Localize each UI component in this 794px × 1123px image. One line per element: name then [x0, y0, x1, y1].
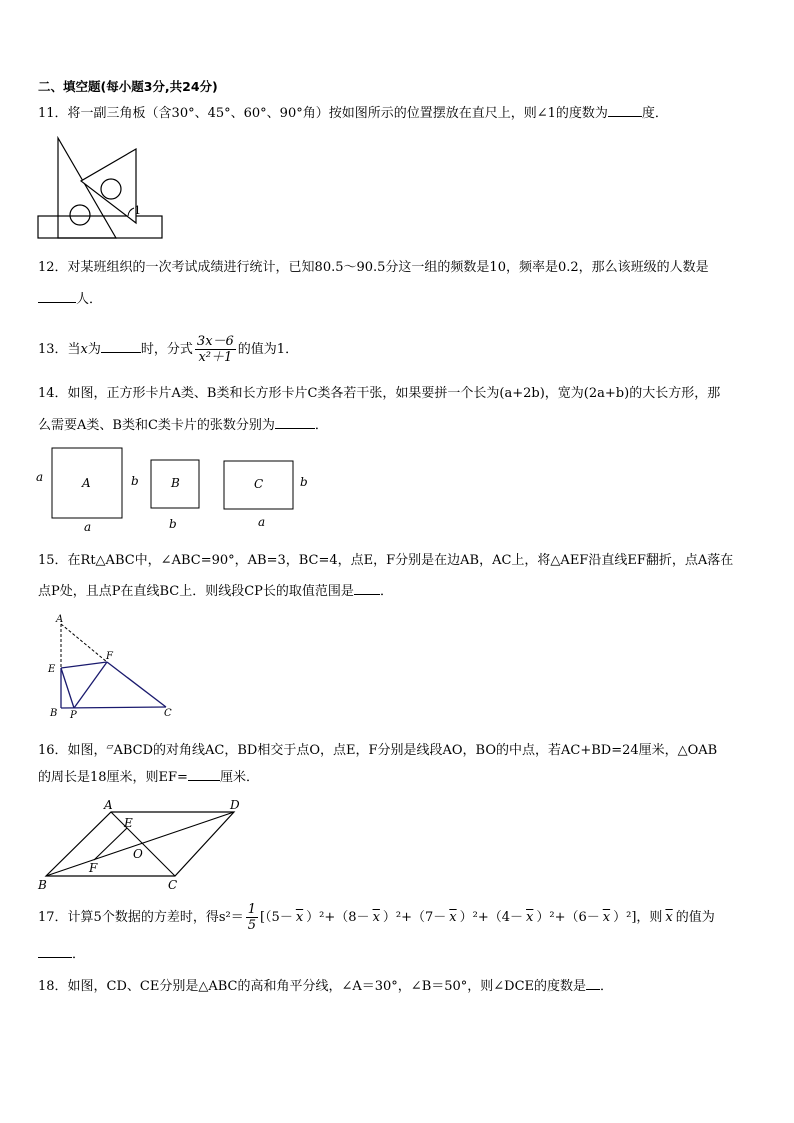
q17-denominator: 5 — [247, 918, 256, 933]
question-11 — [38, 104, 668, 123]
question-16-line2 — [38, 768, 259, 787]
q15-line2-text: 点P处，且点P在直线BC上．则线段CP长的取值范围是 — [38, 584, 354, 599]
card-b-bottom-label: b — [169, 517, 177, 531]
q18-answer-blank[interactable] — [586, 977, 600, 990]
q17-prefix: 17．计算5个数据的方差时，得s²＝ — [38, 910, 244, 925]
q17-term-1: [（5－ — [259, 910, 293, 925]
q16-label-d: D — [230, 798, 240, 812]
q14-suffix: ． — [314, 418, 328, 433]
q15-pf — [74, 662, 107, 708]
q15-label-p: P — [70, 710, 77, 720]
q11-figure — [36, 136, 166, 244]
angle-1-label: 1 — [134, 204, 141, 217]
q16-suffix: 厘米． — [219, 770, 259, 785]
q17-end: ． — [72, 947, 86, 962]
q16-line2-text: 的周长是18厘米，则EF= — [38, 770, 188, 785]
card-a-label: A — [82, 476, 91, 490]
diagonal-ac — [111, 812, 175, 876]
q16-label-e: E — [124, 816, 133, 830]
q13-suffix: 的值为1． — [237, 342, 299, 357]
q11-answer-blank[interactable] — [608, 104, 642, 117]
q13-answer-blank[interactable] — [101, 340, 141, 353]
card-c-label: C — [254, 477, 264, 491]
q16-line1-text: ABCD的对角线AC，BD相交于点O，点E，F分别是线段AO，BO的中点，若AC+BD=24厘米，△OAB — [113, 743, 718, 758]
q15-ef — [61, 662, 107, 668]
section-title: 二、填空题(每小题3分,共24分) — [38, 79, 218, 94]
question-15-line1: 15．在Rt△ABC中，∠ABC=90°，AB=3，BC=4，点E，F分别是在边AB，AC上，将△AEF沿直线EF翻折，点A落在 — [38, 553, 734, 568]
q12-suffix: 人． — [76, 292, 103, 307]
q14-answer-blank[interactable] — [275, 416, 315, 429]
q13-mid: 为 — [87, 342, 101, 357]
q17-xbar-2: $\overline{x}$ — [372, 910, 380, 925]
q15-ep — [61, 668, 74, 708]
q15-figure — [44, 612, 184, 720]
q17-term-3: ）²+（7－ — [382, 910, 447, 925]
q16-prefix: 16．如图， — [38, 743, 107, 758]
question-12-line1: 12．对某班组织的一次考试成绩进行统计，已知80.5～90.5分这一组的频数是10，频率是0.2，那么该班级的人数是 — [38, 260, 709, 275]
q16-label-c: C — [168, 878, 178, 892]
q16-label-a: A — [104, 798, 113, 812]
question-14-line2 — [38, 416, 328, 435]
q17-answer-blank[interactable] — [38, 945, 72, 958]
q13-denominator: x²＋1 — [198, 350, 233, 365]
question-17 — [38, 902, 715, 933]
q15-suffix: ． — [379, 584, 393, 599]
card-c-side-label: b — [300, 475, 308, 489]
question-15-line2 — [38, 582, 393, 601]
q16-label-b: B — [38, 878, 47, 892]
q15-label-f: F — [106, 651, 113, 662]
q13-prefix: 13．当 — [38, 342, 81, 357]
card-a-bottom-label: a — [84, 520, 92, 534]
triangle-hole-bottom — [70, 205, 90, 225]
question-12-line2 — [38, 290, 102, 309]
q17-xbar-1: $\overline{x}$ — [295, 910, 304, 925]
q17-xbar-6: $\overline{x}$ — [665, 910, 673, 925]
q17-suffix: 的值为 — [675, 910, 715, 925]
q16-figure — [34, 796, 254, 894]
q11-suffix: 度． — [641, 106, 668, 121]
q15-label-c: C — [164, 708, 172, 719]
q16-label-f: F — [89, 861, 98, 875]
q13-fraction — [195, 334, 236, 365]
q14-line2-text: 么需要A类、B类和C类卡片的张数分别为 — [38, 418, 275, 433]
question-18 — [38, 977, 613, 996]
q13-mid2: 时，分式 — [140, 342, 193, 357]
card-b-side-label: b — [131, 474, 139, 488]
q15-af-dashed — [61, 624, 107, 662]
q15-label-a: A — [56, 614, 64, 625]
question-14-line1: 14．如图，正方形卡片A类、B类和长方形卡片C类各若干张，如果要拼一个长为(a+2b)，宽为(2a+b)的大长方形，那 — [38, 386, 721, 401]
card-b-label: B — [171, 476, 180, 490]
ruler — [38, 216, 162, 238]
q17-numerator: 1 — [247, 902, 256, 917]
q15-bc — [61, 707, 166, 708]
q13-numerator: 3x－6 — [196, 334, 234, 349]
q17-term-5: ）²+（6－ — [536, 910, 600, 925]
q15-label-b: B — [50, 708, 58, 719]
q14-figure — [32, 445, 322, 537]
q18-suffix: ． — [600, 979, 614, 994]
q17-fraction — [246, 902, 258, 933]
q17-xbar-3: $\overline{x}$ — [449, 910, 457, 925]
q15-answer-blank[interactable] — [354, 582, 380, 595]
q18-text: 18．如图，CD、CE分别是△ABC的高和角平分线，∠A＝30°，∠B＝50°，则∠DCE的度数是 — [38, 979, 587, 994]
parallelogram-symbol: ▱ — [106, 742, 114, 752]
q17-term-4: ）²+（4－ — [459, 910, 524, 925]
q16-answer-blank[interactable] — [188, 768, 220, 781]
question-16-line1 — [38, 738, 717, 760]
segment-ef — [94, 828, 127, 860]
question-17-line2 — [38, 945, 85, 964]
q16-label-o: O — [133, 847, 143, 861]
card-a-side-label: a — [36, 470, 44, 484]
q11-text: 11．将一副三角板（含30°、45°、60°、90°角）按如图所示的位置摆放在直尺上，则∠1的度数为 — [38, 106, 608, 121]
q15-label-e: E — [48, 664, 56, 675]
diagonal-bd — [46, 812, 234, 876]
question-13 — [38, 334, 298, 365]
card-c-bottom-label: a — [258, 515, 266, 529]
q12-answer-blank[interactable] — [38, 290, 76, 303]
q17-xbar-4: $\overline{x}$ — [526, 910, 534, 925]
q17-term-2: ）²+（8－ — [306, 910, 370, 925]
q17-term-6: ）²]，则 — [613, 910, 663, 925]
q13-var: x — [80, 342, 88, 357]
q17-xbar-5: $\overline{x}$ — [602, 910, 611, 925]
q15-fc — [107, 662, 166, 707]
